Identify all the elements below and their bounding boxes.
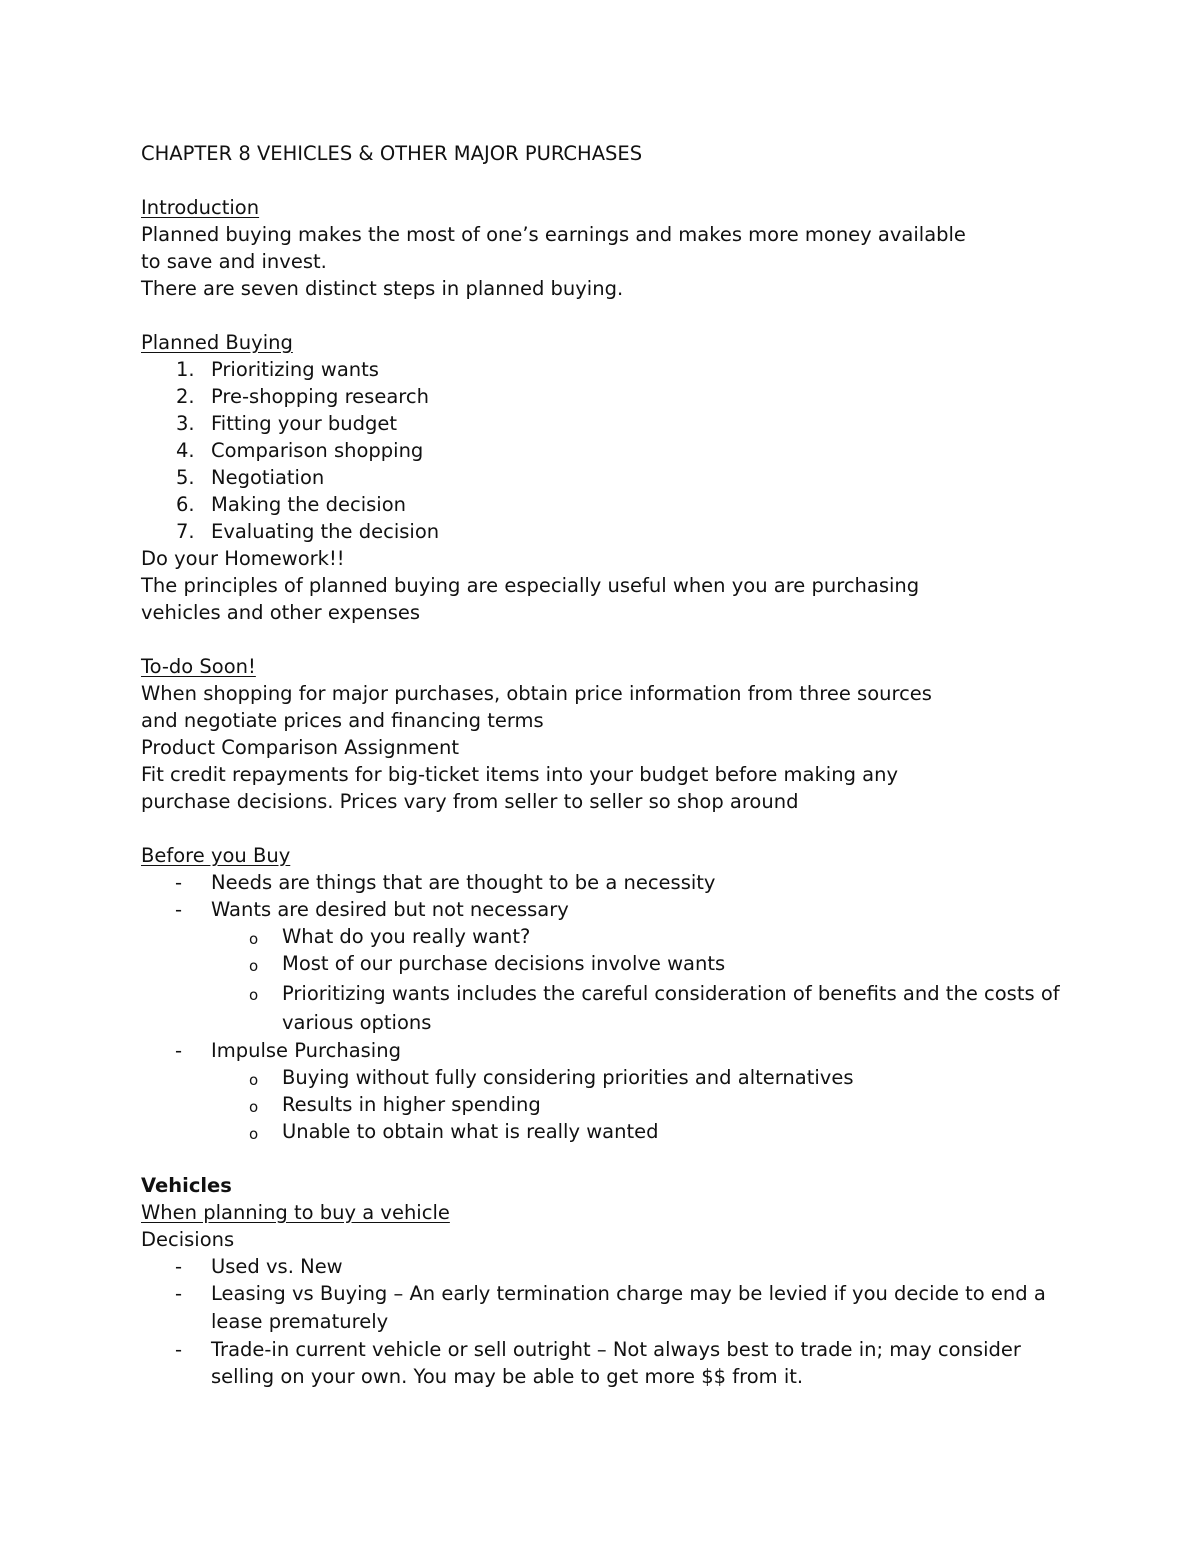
decision-item	[141, 1280, 1081, 1336]
sub-bullet-item	[141, 1118, 1081, 1145]
bullet-marker: o	[249, 957, 259, 975]
sub-bullet-text: Most of our purchase decisions involve wants	[282, 952, 726, 975]
step-number: 5.	[176, 466, 195, 489]
step-item	[141, 518, 1081, 545]
vehicles-heading: Vehicles	[141, 1174, 232, 1197]
step-text: Evaluating the decision	[211, 520, 440, 543]
step-item	[141, 410, 1081, 437]
decision-text: Leasing vs Buying – An early termination charge may be levied if you decide to end a lease prematurely	[211, 1282, 1046, 1333]
bullet-marker: o	[249, 1098, 259, 1116]
dash-marker: -	[175, 1282, 183, 1305]
step-text: Making the decision	[211, 493, 406, 516]
bullet-marker: o	[249, 1125, 259, 1143]
dash-item-text: Needs are things that are thought to be a necessity	[211, 871, 716, 894]
todo-line: Fit credit repayments for big-ticket items into your budget before making any	[141, 763, 898, 786]
sub-bullet-item	[141, 923, 1081, 950]
sub-bullet-text: Prioritizing wants includes the careful consideration of benefits and the costs of various options	[282, 982, 1060, 1034]
sub-bullet-item	[141, 979, 1081, 1037]
step-text: Pre-shopping research	[211, 385, 429, 408]
vehicle-planning-subheading: When planning to buy a vehicle	[141, 1201, 450, 1224]
spacer	[141, 302, 1081, 329]
dash-item-text: Wants are desired but not necessary	[211, 898, 569, 921]
step-item	[141, 383, 1081, 410]
step-number: 4.	[176, 439, 195, 462]
planned-buying-heading: Planned Buying	[141, 331, 293, 354]
sub-bullet-item	[141, 950, 1081, 977]
dash-item-text: Impulse Purchasing	[211, 1039, 401, 1062]
step-text: Comparison shopping	[211, 439, 424, 462]
dash-item	[141, 869, 1081, 896]
todo-heading: To-do Soon!	[141, 655, 256, 678]
decision-item	[141, 1336, 1081, 1390]
sub-bullet-text: What do you really want?	[282, 925, 531, 948]
dash-marker: -	[175, 898, 183, 921]
decision-item	[141, 1253, 1081, 1280]
introduction-heading: Introduction	[141, 196, 260, 219]
step-number: 6.	[176, 493, 195, 516]
step-text: Negotiation	[211, 466, 325, 489]
bullet-marker: o	[249, 986, 259, 1004]
intro-line: Planned buying makes the most of one’s earnings and makes more money available	[141, 223, 966, 246]
todo-line: and negotiate prices and financing terms	[141, 709, 544, 732]
intro-line: There are seven distinct steps in planned buying.	[141, 277, 624, 300]
dash-marker: -	[175, 1255, 183, 1278]
sub-bullet-text: Buying without fully considering priorities and alternatives	[282, 1066, 854, 1089]
dash-item	[141, 896, 1081, 923]
step-number: 7.	[176, 520, 195, 543]
todo-line: When shopping for major purchases, obtain price information from three sources	[141, 682, 932, 705]
dash-marker: -	[175, 871, 183, 894]
step-text: Prioritizing wants	[211, 358, 379, 381]
document-page	[141, 140, 1081, 1390]
step-item	[141, 437, 1081, 464]
bullet-marker: o	[249, 930, 259, 948]
step-number: 3.	[176, 412, 195, 435]
dash-marker: -	[175, 1039, 183, 1062]
sub-bullet-text: Results in higher spending	[282, 1093, 541, 1116]
step-number: 2.	[176, 385, 195, 408]
homework-line: Do your Homework!!	[141, 547, 345, 570]
spacer	[141, 626, 1081, 653]
intro-line: to save and invest.	[141, 250, 327, 273]
todo-line: purchase decisions. Prices vary from seller to seller so shop around	[141, 790, 799, 813]
spacer	[141, 1145, 1081, 1172]
step-number: 1.	[176, 358, 195, 381]
decision-text: Trade-in current vehicle or sell outright – Not always best to trade in; may consider selling on your own. You may be able to get more $$ from it.	[211, 1338, 1021, 1388]
step-item	[141, 356, 1081, 383]
decisions-label: Decisions	[141, 1228, 235, 1251]
step-item	[141, 491, 1081, 518]
spacer	[141, 167, 1081, 194]
step-text: Fitting your budget	[211, 412, 398, 435]
decision-text: Used vs. New	[211, 1255, 343, 1278]
dash-item	[141, 1037, 1081, 1064]
principles-line: vehicles and other expenses	[141, 601, 421, 624]
dash-marker: -	[175, 1338, 183, 1361]
todo-line: Product Comparison Assignment	[141, 736, 459, 759]
step-item	[141, 464, 1081, 491]
document-title: CHAPTER 8 VEHICLES & OTHER MAJOR PURCHASES	[141, 142, 643, 165]
spacer	[141, 815, 1081, 842]
sub-bullet-item	[141, 1064, 1081, 1091]
before-you-buy-heading: Before you Buy	[141, 844, 291, 867]
bullet-marker: o	[249, 1071, 259, 1089]
principles-line: The principles of planned buying are especially useful when you are purchasing	[141, 574, 920, 597]
sub-bullet-text: Unable to obtain what is really wanted	[282, 1120, 659, 1143]
sub-bullet-item	[141, 1091, 1081, 1118]
